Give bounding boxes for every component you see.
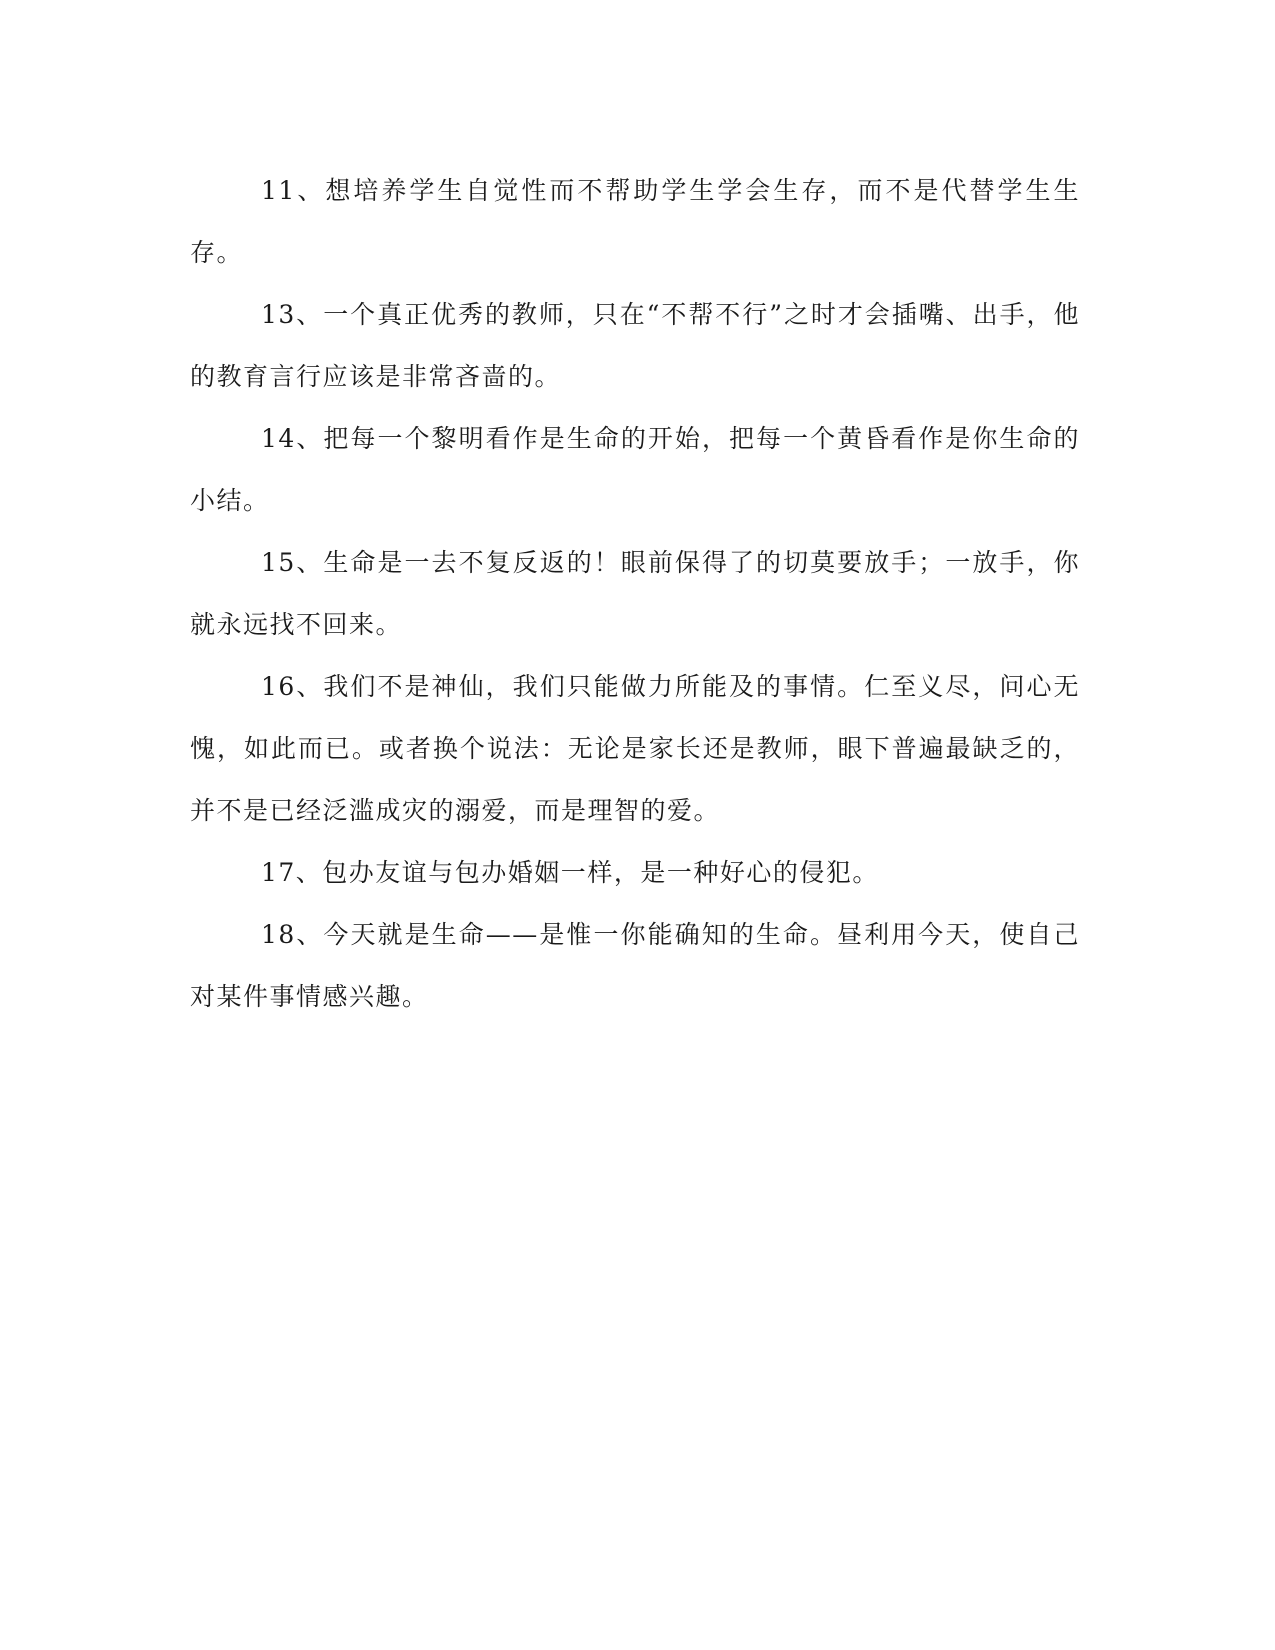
paragraph-15: 15、生命是一去不复反返的！眼前保得了的切莫要放手；一放手，你就永远找不回来。 xyxy=(190,548,1080,639)
paragraph-18: 18、今天就是生命——是惟一你能确知的生命。昼利用今天，使自己对某件事情感兴趣。 xyxy=(190,920,1080,1011)
paragraph-13: 13、一个真正优秀的教师，只在“不帮不行”之时才会插嘴、出手，他的教育言行应该是非常吝啬的。 xyxy=(190,300,1080,391)
paragraph-16: 16、我们不是神仙，我们只能做力所能及的事情。仁至义尽，问心无愧，如此而已。或者换个说法：无论是家长还是教师，眼下普遍最缺乏的，并不是已经泛滥成灾的溺爱，而是理智的爱。 xyxy=(190,672,1080,825)
paragraph-17: 17、包办友谊与包办婚姻一样，是一种好心的侵犯。 xyxy=(261,858,879,887)
document-body xyxy=(190,160,1080,1028)
paragraph-14: 14、把每一个黎明看作是生命的开始，把每一个黄昏看作是你生命的小结。 xyxy=(190,424,1080,515)
paragraph-11: 11、想培养学生自觉性而不帮助学生学会生存，而不是代替学生生存。 xyxy=(190,176,1080,267)
